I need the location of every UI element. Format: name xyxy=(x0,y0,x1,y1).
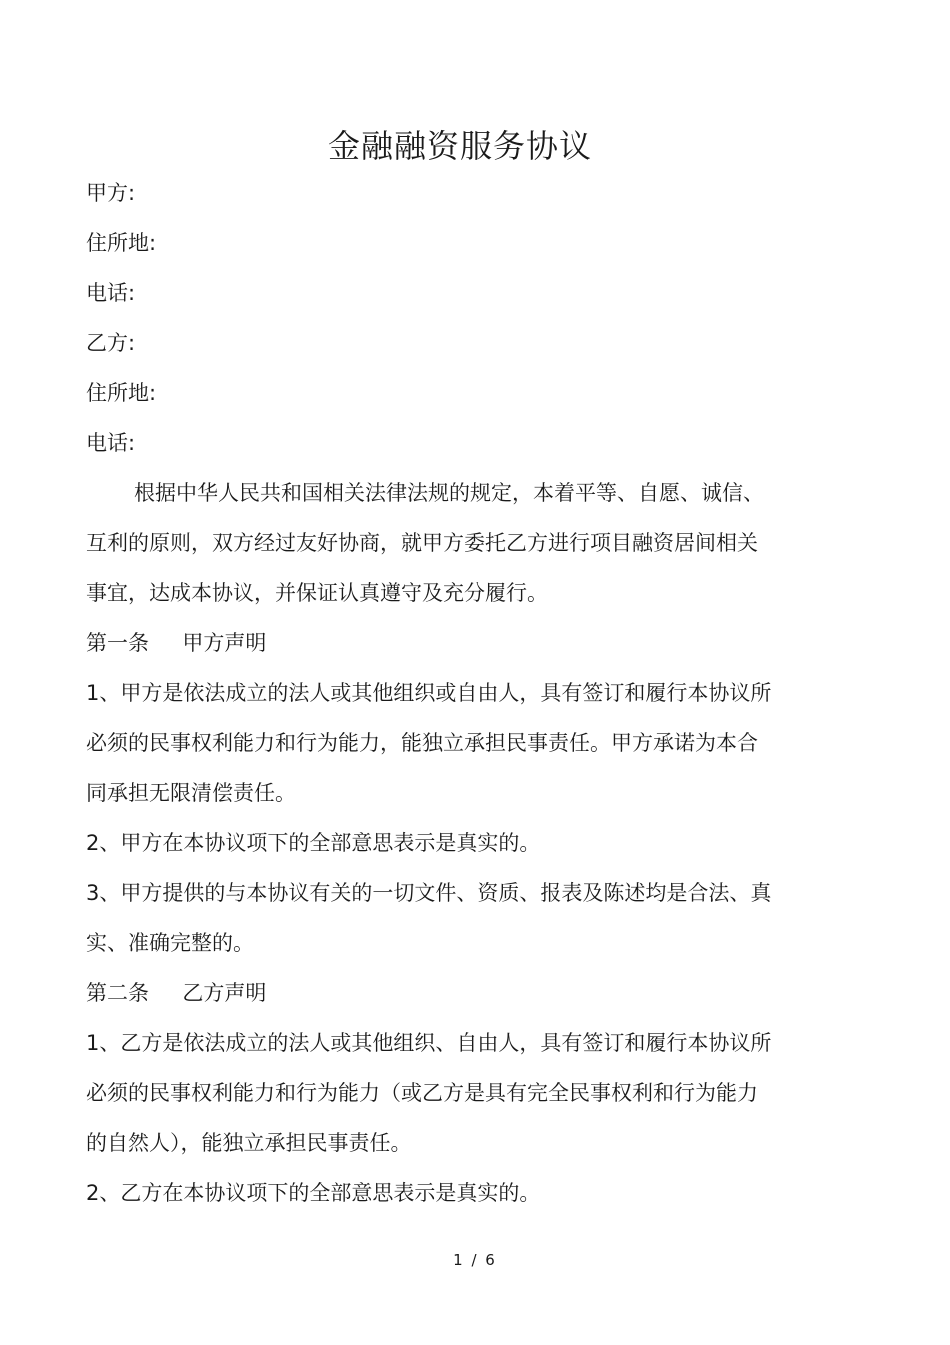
preamble-line: 互利的原则，双方经过友好协商，就甲方委托乙方进行项目融资居间相关 xyxy=(86,531,758,555)
article-2-clause-2: 2、乙方在本协议项下的全部意思表示是真实的。 xyxy=(86,1181,541,1205)
preamble-line: 事宜，达成本协议，并保证认真遵守及充分履行。 xyxy=(86,581,548,605)
article-1-heading: 第一条 甲方声明 xyxy=(86,631,267,655)
party-a-address: 住所地: xyxy=(86,231,157,255)
article-1-clause-1-line: 同承担无限清偿责任。 xyxy=(86,781,296,805)
document-title: 金融融资服务协议 xyxy=(327,127,592,165)
article-1-clause-1-line: 1、甲方是依法成立的法人或其他组织或自由人，具有签订和履行本协议所 xyxy=(86,681,772,705)
page-number: 1 / 6 xyxy=(453,1251,497,1269)
article-2-clause-1-line: 的自然人），能独立承担民事责任。 xyxy=(86,1131,412,1155)
party-a-label: 甲方: xyxy=(86,181,136,205)
party-b-phone: 电话: xyxy=(86,431,136,455)
party-b-address: 住所地: xyxy=(86,381,157,405)
party-a-phone: 电话: xyxy=(86,281,136,305)
article-1-clause-3-line: 实、准确完整的。 xyxy=(86,931,254,955)
article-1-clause-1-line: 必须的民事权利能力和行为能力，能独立承担民事责任。甲方承诺为本合 xyxy=(86,731,758,755)
article-2-clause-1-line: 1、乙方是依法成立的法人或其他组织、自由人，具有签订和履行本协议所 xyxy=(86,1031,772,1055)
party-b-label: 乙方: xyxy=(86,331,136,355)
document-body xyxy=(86,168,806,1218)
article-1-clause-3-line: 3、甲方提供的与本协议有关的一切文件、资质、报表及陈述均是合法、真 xyxy=(86,881,772,905)
preamble-line: 根据中华人民共和国相关法律法规的规定，本着平等、自愿、诚信、 xyxy=(134,481,764,505)
article-2-heading: 第二条 乙方声明 xyxy=(86,981,267,1005)
article-2-clause-1-line: 必须的民事权利能力和行为能力（或乙方是具有完全民事权利和行为能力 xyxy=(86,1081,758,1105)
article-1-clause-2: 2、甲方在本协议项下的全部意思表示是真实的。 xyxy=(86,831,541,855)
